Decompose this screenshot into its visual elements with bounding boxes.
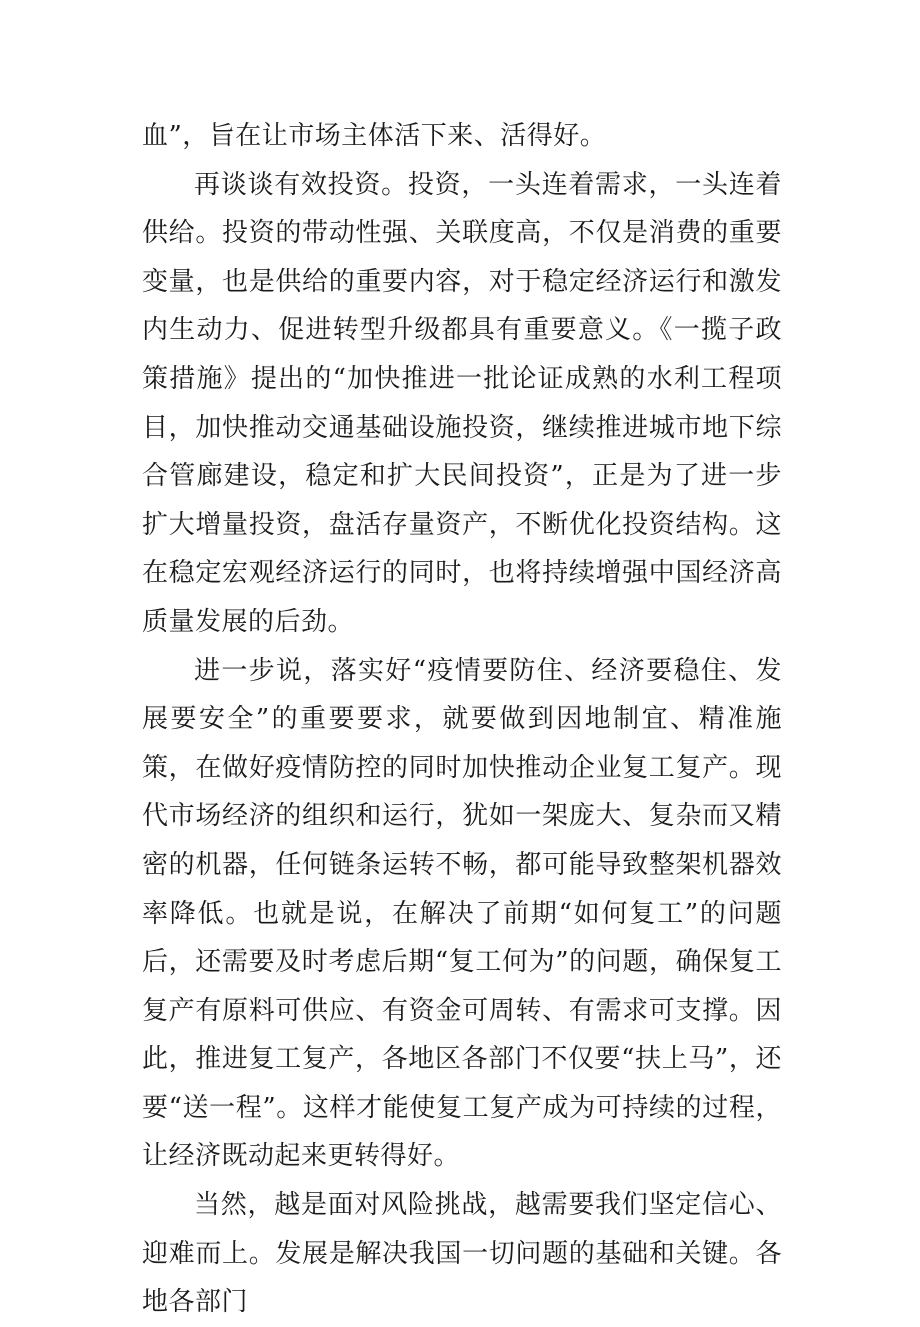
paragraph-confidence: 当然，越是面对风险挑战，越需要我们坚定信心、迎难而上。发展是解决我国一切问题的基础和关键。各地各部门 bbox=[142, 1190, 782, 1318]
article-body bbox=[142, 112, 782, 1327]
paragraph-investment: 再谈谈有效投资。投资，一头连着需求，一头连着供给。投资的带动性强、关联度高，不仅是消费的重要变量，也是供给的重要内容，对于稳定经济运行和激发内生动力、促进转型升级都具有重要意义。《一揽子政策措施》提出的“加快推进一批论证成熟的水利工程项目，加快推动交通基础设施投资，继续推进城市地下综合管廊建设，稳定和扩大民间投资”，正是为了进一步扩大增量投资，盘活存量资产，不断优化投资结构。这在稳定宏观经济运行的同时，也将持续增强中国经济高质量发展的后劲。 bbox=[142, 169, 782, 637]
paragraph-resumption: 进一步说，落实好“疫情要防住、经济要稳住、发展要安全”的重要要求，就要做到因地制宜、精准施策，在做好疫情防控的同时加快推动企业复工复产。现代市场经济的组织和运行，犹如一架庞大、复杂而又精密的机器，任何链条运转不畅，都可能导致整架机器效率降低。也就是说，在解决了前期“如何复工”的问题后，还需要及时考虑后期“复工何为”的问题，确保复工复产有原料可供应、有资金可周转、有需求可支撑。因此，推进复工复产，各地区各部门不仅要“扶上马”，还要“送一程”。这样才能使复工复产成为可持续的过程，让经济既动起来更转得好。 bbox=[142, 655, 782, 1172]
paragraph-continued: 血”，旨在让市场主体活下来、活得好。 bbox=[142, 121, 607, 151]
